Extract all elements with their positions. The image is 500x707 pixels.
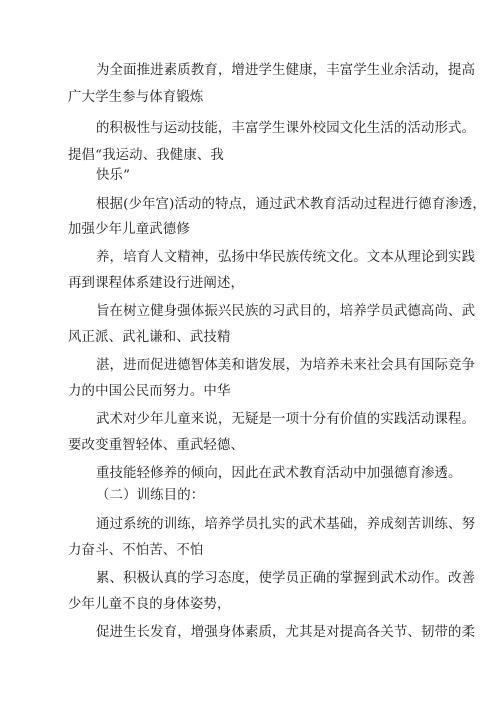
paragraph-line: 快乐” [96, 168, 131, 183]
paragraph-line: 提倡“我运动、我健康、我 [68, 148, 224, 163]
paragraph-line: 要改变重智轻体、重武轻德、 [68, 438, 245, 453]
paragraph-line: 力的中国公民而努力。中华 [68, 384, 231, 399]
paragraph-line: 重技能轻修养的倾向，因此在武术教育活动中加强德育渗透。 [96, 466, 462, 481]
paragraph-line: 养，培育人文精神，弘扬中华民族传统文化。文本从理论到实践 [96, 250, 476, 265]
paragraph-line: 力奋斗、不怕苦、不怕 [68, 543, 204, 558]
paragraph-line: 武术对少年儿童来说，无疑是一项十分有价值的实践活动课程。 [96, 412, 476, 427]
paragraph-line: 少年儿童不良的身体姿势， [68, 597, 231, 612]
section-heading: （二）训练目的： [96, 488, 205, 503]
paragraph-line: 累、积极认真的学习态度，使学员正确的掌握到武术动作。改善 [96, 571, 476, 586]
paragraph-line: 的积极性与运动技能，丰富学生课外校园文化生活的活动形式。 [96, 121, 476, 136]
paragraph-line: 为全面推进素质教育，增进学生健康，丰富学生业余活动，提高 [96, 63, 476, 78]
paragraph-line: 风正派、武礼谦和、武技精 [68, 330, 231, 345]
paragraph-line: 再到课程体系建设行进阐述， [68, 276, 245, 291]
paragraph-line: 根据(少年宫)活动的特点，通过武术教育活动过程进行德育渗透， [96, 197, 486, 212]
paragraph-line: 促进生长发育，增强身体素质，尤其是对提高各关节、韧带的柔 [96, 625, 476, 640]
paragraph-line: 旨在树立健身强体振兴民族的习武目的，培养学员武德高尚、武 [96, 304, 476, 319]
paragraph-line: 湛，进而促进德智体美和谐发展，为培养未来社会具有国际竞争 [96, 358, 476, 373]
paragraph-line: 加强少年儿童武德修 [68, 222, 190, 237]
paragraph-line: 通过系统的训练，培养学员扎实的武术基础，养成刻苦训练、努 [96, 517, 476, 532]
paragraph-line: 广大学生参与体育锻炼 [68, 90, 204, 105]
